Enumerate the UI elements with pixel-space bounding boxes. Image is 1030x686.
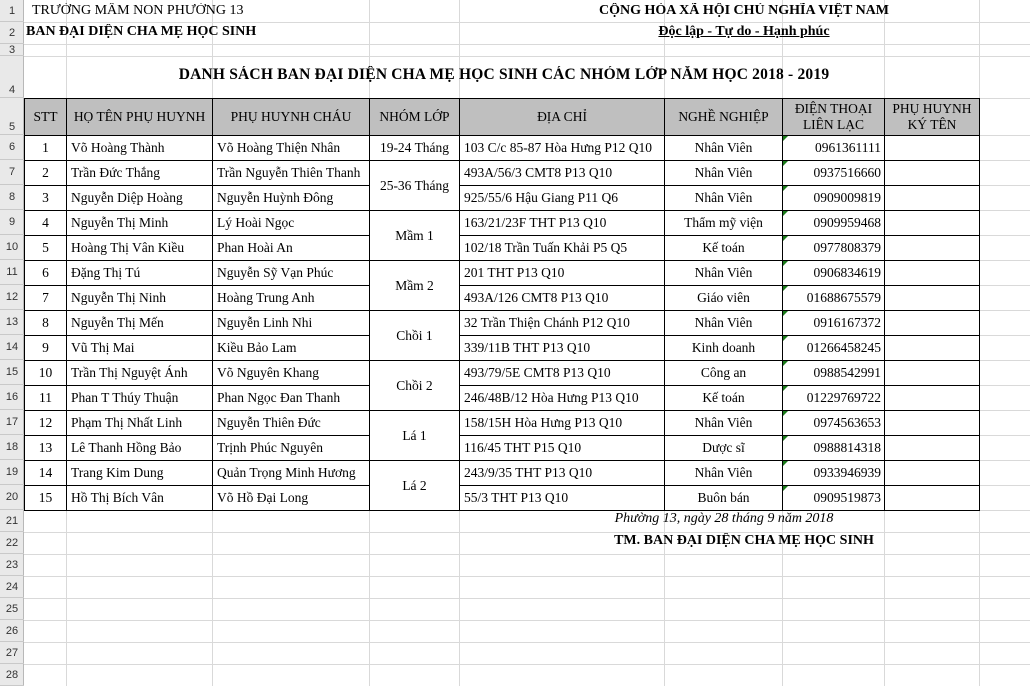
row-number[interactable]: 16 (0, 385, 24, 410)
row-number[interactable]: 3 (0, 44, 24, 56)
cell-phone[interactable]: 0916167372 (782, 310, 885, 336)
cell-job[interactable]: Nhân Viên (664, 260, 783, 286)
row-number[interactable]: 13 (0, 310, 24, 335)
comment-marker-icon (783, 436, 788, 441)
comment-marker-icon (783, 286, 788, 291)
cell-signature[interactable] (884, 310, 980, 336)
cell-signature[interactable] (884, 235, 980, 261)
cell-child-name[interactable]: Võ Hồ Đại Long (212, 485, 370, 511)
cell-address[interactable]: 339/11B THT P13 Q10 (459, 335, 665, 361)
col-header-phone[interactable] (782, 98, 885, 136)
row-number[interactable]: 27 (0, 642, 24, 664)
col-header-address[interactable]: ĐỊA CHỈ (459, 98, 665, 136)
cell-stt[interactable]: 12 (24, 410, 67, 436)
row-number[interactable]: 12 (0, 285, 24, 310)
cell-signature[interactable] (884, 335, 980, 361)
country-name[interactable]: CỘNG HÒA XÃ HỘI CHỦ NGHĨA VIỆT NAM (598, 3, 889, 18)
col-header-phone-line: ĐIỆN THOẠI (794, 101, 873, 116)
row-number[interactable]: 10 (0, 235, 24, 260)
row-number[interactable]: 15 (0, 360, 24, 385)
cell-job[interactable]: Nhân Viên (664, 310, 783, 336)
row-header-column (0, 0, 24, 686)
comment-marker-icon (783, 186, 788, 191)
cell-group[interactable]: 25-36 Tháng (369, 160, 460, 211)
board-name-text: BAN ĐẠI DIỆN CHA MẸ HỌC SINH (26, 24, 257, 39)
gridline (24, 664, 1030, 665)
col-header-phone-line: LIÊN LẠC (802, 117, 865, 132)
cell-parent-name[interactable]: Võ Hoàng Thành (66, 135, 213, 161)
cell-child-name[interactable]: Nguyễn Huỳnh Đông (212, 185, 370, 211)
col-header-parent[interactable]: HỌ TÊN PHỤ HUYNH (66, 98, 213, 136)
comment-marker-icon (783, 461, 788, 466)
cell-group[interactable]: Mầm 2 (369, 260, 460, 311)
cell-address[interactable]: 32 Trần Thiện Chánh P12 Q10 (459, 310, 665, 336)
row-number[interactable]: 26 (0, 620, 24, 642)
cell-parent-name[interactable]: Nguyễn Thị Mến (66, 310, 213, 336)
cell-address[interactable]: 246/48B/12 Hòa Hưng P13 Q10 (459, 385, 665, 411)
cell-child-name[interactable]: Quản Trọng Minh Hương (212, 460, 370, 486)
cell-child-name[interactable]: Võ Hoàng Thiện Nhân (212, 135, 370, 161)
cell-child-name[interactable]: Lý Hoài Ngọc (212, 210, 370, 236)
cell-group[interactable]: 19-24 Tháng (369, 135, 460, 161)
cell-phone[interactable]: 0909519873 (782, 485, 885, 511)
cell-address[interactable]: 925/55/6 Hậu Giang P11 Q6 (459, 185, 665, 211)
row-number[interactable]: 22 (0, 532, 24, 554)
cell-parent-name[interactable]: Phan T Thúy Thuận (66, 385, 213, 411)
col-header-group[interactable]: NHÓM LỚP (369, 98, 460, 136)
motto[interactable]: Độc lập - Tự do - Hạnh phúc (658, 24, 830, 39)
cell-child-name[interactable]: Võ Nguyên Khang (212, 360, 370, 386)
cell-stt[interactable]: 5 (24, 235, 67, 261)
cell-parent-name[interactable]: Đặng Thị Tú (66, 260, 213, 286)
cell-phone[interactable]: 01229769722 (782, 385, 885, 411)
row-number[interactable]: 18 (0, 435, 24, 460)
date-line[interactable]: Phường 13, ngày 28 tháng 9 năm 2018 (614, 511, 834, 526)
row-number[interactable]: 2 (0, 22, 24, 44)
page-title[interactable]: DANH SÁCH BAN ĐẠI DIỆN CHA MẸ HỌC SINH CÁC NHÓM LỚP NĂM HỌC 2018 - 2019 (178, 66, 830, 83)
cell-address[interactable]: 102/18 Trần Tuấn Khải P5 Q5 (459, 235, 665, 261)
cell-signature[interactable] (884, 260, 980, 286)
cell-job[interactable]: Dược sĩ (664, 435, 783, 461)
row-number[interactable]: 17 (0, 410, 24, 435)
cell-group[interactable]: Chồi 2 (369, 360, 460, 411)
cell-parent-name[interactable]: Nguyễn Thị Ninh (66, 285, 213, 311)
cell-parent-name[interactable]: Nguyễn Thị Minh (66, 210, 213, 236)
cell-job[interactable]: Công an (664, 360, 783, 386)
cell-signature[interactable] (884, 160, 980, 186)
cell-job[interactable]: Kế toán (664, 385, 783, 411)
cell-address[interactable]: 103 C/c 85-87 Hòa Hưng P12 Q10 (459, 135, 665, 161)
comment-marker-icon (783, 236, 788, 241)
school-name[interactable]: TRƯỜNG MẦM NON PHƯỜNG 13 (32, 3, 244, 18)
board-name[interactable] (26, 24, 326, 42)
cell-phone[interactable]: 0977808379 (782, 235, 885, 261)
comment-marker-icon (783, 161, 788, 166)
comment-marker-icon (783, 336, 788, 341)
cell-phone[interactable]: 0909959468 (782, 210, 885, 236)
cell-parent-name[interactable]: Lê Thanh Hồng Bảo (66, 435, 213, 461)
cell-phone[interactable]: 0937516660 (782, 160, 885, 186)
row-number[interactable]: 19 (0, 460, 24, 485)
cell-parent-name[interactable]: Trần Đức Thắng (66, 160, 213, 186)
cell-parent-name[interactable]: Phạm Thị Nhất Linh (66, 410, 213, 436)
comment-marker-icon (783, 411, 788, 416)
col-header-stt[interactable]: STT (24, 98, 67, 136)
cell-signature[interactable] (884, 210, 980, 236)
cell-child-name[interactable]: Nguyễn Thiên Đức (212, 410, 370, 436)
cell-phone[interactable]: 0933946939 (782, 460, 885, 486)
cell-signature[interactable] (884, 485, 980, 511)
cell-stt[interactable]: 9 (24, 335, 67, 361)
signature-title[interactable]: TM. BAN ĐẠI DIỆN CHA MẸ HỌC SINH (614, 533, 874, 548)
row-number[interactable]: 1 (0, 0, 24, 22)
row-number[interactable]: 21 (0, 510, 24, 532)
cell-child-name[interactable]: Kiều Bảo Lam (212, 335, 370, 361)
cell-child-name[interactable]: Trần Nguyễn Thiên Thanh (212, 160, 370, 186)
gridline (24, 22, 1030, 23)
comment-marker-icon (783, 361, 788, 366)
cell-group[interactable]: Chồi 1 (369, 310, 460, 361)
col-header-job[interactable]: NGHỀ NGHIỆP (664, 98, 783, 136)
gridline (24, 642, 1030, 643)
cell-stt[interactable]: 3 (24, 185, 67, 211)
cell-signature[interactable] (884, 285, 980, 311)
col-header-sign-line: KÝ TÊN (907, 117, 957, 132)
row-number[interactable]: 11 (0, 260, 24, 285)
cell-address[interactable]: 55/3 THT P13 Q10 (459, 485, 665, 511)
cell-child-name[interactable]: Phan Hoài An (212, 235, 370, 261)
cell-address[interactable]: 243/9/35 THT P13 Q10 (459, 460, 665, 486)
cell-stt[interactable]: 11 (24, 385, 67, 411)
cell-stt[interactable]: 14 (24, 460, 67, 486)
cell-grid[interactable] (24, 0, 1030, 686)
gridline (24, 620, 1030, 621)
cell-parent-name[interactable]: Nguyễn Diệp Hoàng (66, 185, 213, 211)
cell-address[interactable]: 201 THT P13 Q10 (459, 260, 665, 286)
cell-child-name[interactable]: Trịnh Phúc Nguyên (212, 435, 370, 461)
cell-signature[interactable] (884, 360, 980, 386)
comment-marker-icon (783, 261, 788, 266)
cell-signature[interactable] (884, 410, 980, 436)
cell-stt[interactable]: 13 (24, 435, 67, 461)
gridline (24, 554, 1030, 555)
cell-phone[interactable]: 0974563653 (782, 410, 885, 436)
cell-signature[interactable] (884, 385, 980, 411)
cell-stt[interactable]: 4 (24, 210, 67, 236)
cell-phone[interactable]: 0906834619 (782, 260, 885, 286)
cell-phone[interactable]: 0988814318 (782, 435, 885, 461)
col-header-child[interactable]: PHỤ HUYNH CHÁU (212, 98, 370, 136)
cell-address[interactable]: 493A/126 CMT8 P13 Q10 (459, 285, 665, 311)
cell-signature[interactable] (884, 435, 980, 461)
gridline (24, 44, 1030, 45)
cell-phone[interactable]: 0909009819 (782, 185, 885, 211)
cell-job[interactable]: Kinh doanh (664, 335, 783, 361)
row-number[interactable]: 14 (0, 335, 24, 360)
cell-stt[interactable]: 6 (24, 260, 67, 286)
cell-stt[interactable]: 8 (24, 310, 67, 336)
cell-job[interactable]: Nhân Viên (664, 460, 783, 486)
row-number[interactable]: 24 (0, 576, 24, 598)
cell-address[interactable]: 116/45 THT P15 Q10 (459, 435, 665, 461)
gridline (24, 56, 1030, 57)
comment-marker-icon (783, 311, 788, 316)
row-number[interactable]: 6 (0, 135, 24, 160)
row-number[interactable]: 28 (0, 664, 24, 686)
cell-job[interactable]: Kế toán (664, 235, 783, 261)
col-header-sign-line: PHỤ HUYNH (892, 101, 972, 116)
cell-stt[interactable]: 7 (24, 285, 67, 311)
row-number[interactable]: 8 (0, 185, 24, 210)
cell-parent-name[interactable]: Vũ Thị Mai (66, 335, 213, 361)
cell-job[interactable]: Thẩm mỹ viện (664, 210, 783, 236)
gridline (24, 598, 1030, 599)
cell-address[interactable]: 493A/56/3 CMT8 P13 Q10 (459, 160, 665, 186)
cell-address[interactable]: 493/79/5E CMT8 P13 Q10 (459, 360, 665, 386)
cell-address[interactable]: 163/21/23F THT P13 Q10 (459, 210, 665, 236)
comment-marker-icon (783, 386, 788, 391)
row-number[interactable]: 4 (0, 56, 24, 98)
row-number[interactable]: 9 (0, 210, 24, 235)
cell-parent-name[interactable]: Hoàng Thị Vân Kiều (66, 235, 213, 261)
cell-phone[interactable]: 0988542991 (782, 360, 885, 386)
cell-stt[interactable]: 2 (24, 160, 67, 186)
cell-phone[interactable]: 01688675579 (782, 285, 885, 311)
comment-marker-icon (783, 136, 788, 141)
cell-parent-name[interactable]: Trần Thị Nguyệt Ánh (66, 360, 213, 386)
row-number[interactable]: 23 (0, 554, 24, 576)
cell-phone[interactable]: 0961361111 (782, 135, 885, 161)
cell-group[interactable]: Lá 1 (369, 410, 460, 461)
comment-marker-icon (783, 486, 788, 491)
cell-child-name[interactable]: Nguyễn Linh Nhi (212, 310, 370, 336)
gridline (24, 576, 1030, 577)
cell-address[interactable]: 158/15H Hòa Hưng P13 Q10 (459, 410, 665, 436)
row-number[interactable]: 20 (0, 485, 24, 510)
cell-signature[interactable] (884, 460, 980, 486)
cell-child-name[interactable]: Hoàng Trung Anh (212, 285, 370, 311)
cell-job[interactable]: Nhân Viên (664, 410, 783, 436)
cell-child-name[interactable]: Nguyễn Sỹ Vạn Phúc (212, 260, 370, 286)
cell-phone[interactable]: 01266458245 (782, 335, 885, 361)
cell-job[interactable]: Nhân Viên (664, 185, 783, 211)
cell-parent-name[interactable]: Hồ Thị Bích Vân (66, 485, 213, 511)
row-number[interactable]: 5 (0, 98, 24, 135)
cell-group[interactable]: Mầm 1 (369, 210, 460, 261)
cell-group[interactable]: Lá 2 (369, 460, 460, 511)
cell-parent-name[interactable]: Trang Kim Dung (66, 460, 213, 486)
row-number[interactable]: 7 (0, 160, 24, 185)
cell-stt[interactable]: 15 (24, 485, 67, 511)
cell-job[interactable]: Buôn bán (664, 485, 783, 511)
cell-stt[interactable]: 10 (24, 360, 67, 386)
row-number[interactable]: 25 (0, 598, 24, 620)
cell-job[interactable]: Nhân Viên (664, 135, 783, 161)
cell-signature[interactable] (884, 135, 980, 161)
cell-child-name[interactable]: Phan Ngọc Đan Thanh (212, 385, 370, 411)
cell-job[interactable]: Giáo viên (664, 285, 783, 311)
comment-marker-icon (783, 211, 788, 216)
cell-stt[interactable]: 1 (24, 135, 67, 161)
cell-job[interactable]: Nhân Viên (664, 160, 783, 186)
col-header-sign[interactable] (884, 98, 980, 136)
cell-signature[interactable] (884, 185, 980, 211)
